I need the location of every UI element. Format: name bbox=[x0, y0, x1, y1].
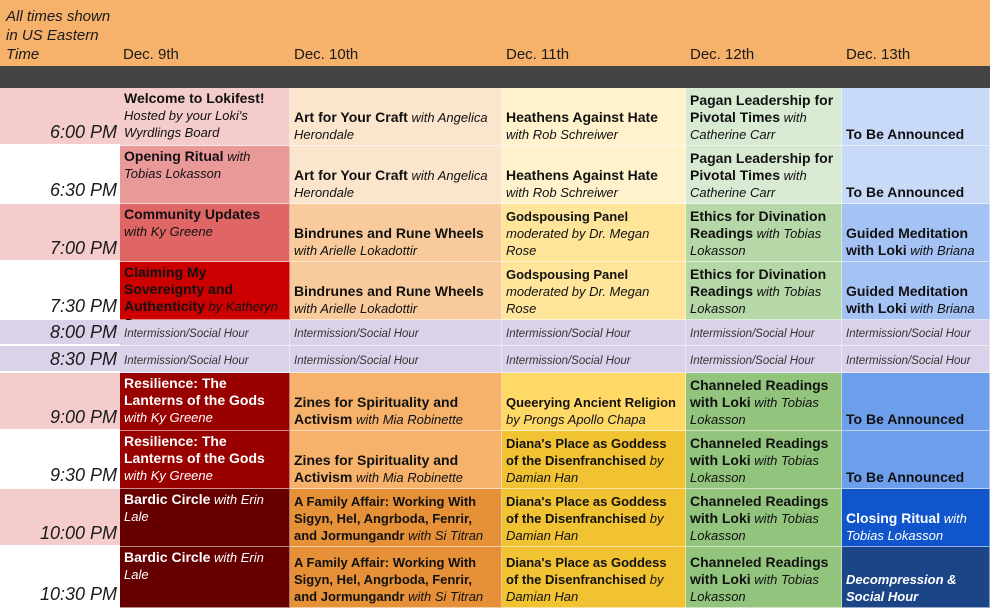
event-pagan-leadership-2[interactable]: Pagan Leadership for Pivotal Times with Catherine Carr bbox=[686, 146, 842, 204]
time-slot-730: 7:30 PM bbox=[0, 262, 120, 320]
event-bardic-circle-2[interactable]: Bardic Circle with Erin Lale bbox=[120, 547, 290, 608]
time-slot-1000: 10:00 PM bbox=[0, 489, 120, 547]
event-heathens-2[interactable]: Heathens Against Hate with Rob Schreiwer bbox=[502, 146, 686, 204]
event-art-craft-2[interactable]: Art for Your Craft with Angelica Herondale bbox=[290, 146, 502, 204]
event-resilience-2[interactable]: Resilience: The Lanterns of the Gods with Ky Greene bbox=[120, 431, 290, 489]
event-claiming-sovereignty[interactable]: Claiming My Sovereignty and Authenticity by Katheryn bbox=[120, 262, 290, 320]
event-zines-1[interactable]: Zines for Spirituality and Activism with Mia Robinette bbox=[290, 373, 502, 431]
event-bardic-circle-1[interactable]: Bardic Circle with Erin Lale bbox=[120, 489, 290, 547]
event-opening-ritual[interactable]: Opening Ritual with Tobias Lokasson bbox=[120, 146, 290, 204]
event-pagan-leadership-1[interactable]: Pagan Leadership for Pivotal Times with Catherine Carr bbox=[686, 88, 842, 146]
event-community-updates[interactable]: Community Updates with Ky Greene bbox=[120, 204, 290, 262]
event-art-craft-1[interactable]: Art for Your Craft with Angelica Herondale bbox=[290, 88, 502, 146]
intermission-dec12-830: Intermission/Social Hour bbox=[686, 346, 842, 373]
time-slot-930: 9:30 PM bbox=[0, 431, 120, 489]
event-tba-1[interactable]: To Be Announced bbox=[842, 88, 990, 146]
event-tba-3[interactable]: To Be Announced bbox=[842, 373, 990, 431]
event-dianas-place-3[interactable]: Diana's Place as Goddess of the Disenfranchised by Damian Han bbox=[502, 547, 686, 608]
intermission-dec10-800: Intermission/Social Hour bbox=[290, 320, 502, 346]
event-family-affair-2[interactable]: A Family Affair: Working With Sigyn, Hel, Angrboda, Fenrir, and Jormungandr with Si Titran bbox=[290, 547, 502, 608]
divider-band bbox=[0, 66, 990, 88]
event-ethics-divination-2[interactable]: Ethics for Divination Readings with Tobias Lokasson bbox=[686, 262, 842, 320]
event-channeled-readings-3[interactable]: Channeled Readings with Loki with Tobias Lokasson bbox=[686, 489, 842, 547]
timezone-note: All times shown in US Eastern Time bbox=[6, 8, 111, 63]
day-header-dec9: Dec. 9th bbox=[123, 46, 179, 63]
event-tba-2[interactable]: To Be Announced bbox=[842, 146, 990, 204]
event-bindrunes-2[interactable]: Bindrunes and Rune Wheels with Arielle Lokadottir bbox=[290, 262, 502, 320]
event-channeled-readings-2[interactable]: Channeled Readings with Loki with Tobias Lokasson bbox=[686, 431, 842, 489]
intermission-dec11-830: Intermission/Social Hour bbox=[502, 346, 686, 373]
time-slot-830: 8:30 PM bbox=[0, 346, 120, 373]
event-decompression[interactable]: Decompression & Social Hour bbox=[842, 547, 990, 608]
intermission-dec10-830: Intermission/Social Hour bbox=[290, 346, 502, 373]
intermission-dec9-800: Intermission/Social Hour bbox=[120, 320, 290, 346]
event-tba-4[interactable]: To Be Announced bbox=[842, 431, 990, 489]
event-heathens-1[interactable]: Heathens Against Hate with Rob Schreiwer bbox=[502, 88, 686, 146]
event-resilience-1[interactable]: Resilience: The Lanterns of the Gods with Ky Greene bbox=[120, 373, 290, 431]
event-ethics-divination-1[interactable]: Ethics for Divination Readings with Tobias Lokasson bbox=[686, 204, 842, 262]
time-slot-630: 6:30 PM bbox=[0, 146, 120, 204]
event-bindrunes-1[interactable]: Bindrunes and Rune Wheels with Arielle Lokadottir bbox=[290, 204, 502, 262]
intermission-dec9-830: Intermission/Social Hour bbox=[120, 346, 290, 373]
time-slot-1030: 10:30 PM bbox=[0, 547, 120, 608]
event-closing-ritual[interactable]: Closing Ritual with Tobias Lokasson bbox=[842, 489, 990, 547]
event-guided-meditation-1[interactable]: Guided Meditation with Loki with Briana bbox=[842, 204, 990, 262]
event-godspousing-2[interactable]: Godspousing Panel moderated by Dr. Megan Rose bbox=[502, 262, 686, 320]
event-zines-2[interactable]: Zines for Spirituality and Activism with Mia Robinette bbox=[290, 431, 502, 489]
intermission-dec13-800: Intermission/Social Hour bbox=[842, 320, 990, 346]
event-guided-meditation-2[interactable]: Guided Meditation with Loki with Briana bbox=[842, 262, 990, 320]
event-dianas-place-1[interactable]: Diana's Place as Goddess of the Disenfranchised by Damian Han bbox=[502, 431, 686, 489]
event-channeled-readings-4[interactable]: Channeled Readings with Loki with Tobias Lokasson bbox=[686, 547, 842, 608]
event-godspousing-1[interactable]: Godspousing Panel moderated by Dr. Megan Rose bbox=[502, 204, 686, 262]
event-dianas-place-2[interactable]: Diana's Place as Goddess of the Disenfranchised by Damian Han bbox=[502, 489, 686, 547]
event-channeled-readings-1[interactable]: Channeled Readings with Loki with Tobias Lokasson bbox=[686, 373, 842, 431]
intermission-dec12-800: Intermission/Social Hour bbox=[686, 320, 842, 346]
time-slot-700: 7:00 PM bbox=[0, 204, 120, 262]
time-slot-800: 8:00 PM bbox=[0, 320, 120, 346]
day-header-dec11: Dec. 11th bbox=[506, 46, 570, 63]
time-slot-600: 6:00 PM bbox=[0, 88, 120, 146]
event-queerying[interactable]: Queerying Ancient Religion by Prongs Apollo Chapa bbox=[502, 373, 686, 431]
day-header-dec12: Dec. 12th bbox=[690, 46, 755, 63]
event-family-affair-1[interactable]: A Family Affair: Working With Sigyn, Hel, Angrboda, Fenrir, and Jormungandr with Si Titran bbox=[290, 489, 502, 547]
intermission-dec11-800: Intermission/Social Hour bbox=[502, 320, 686, 346]
event-welcome[interactable]: Welcome to Lokifest! Hosted by your Loki's Wyrdlings Board bbox=[120, 88, 290, 146]
intermission-dec13-830: Intermission/Social Hour bbox=[842, 346, 990, 373]
day-header-dec13: Dec. 13th bbox=[846, 46, 911, 63]
header-bar bbox=[0, 0, 990, 66]
time-slot-900: 9:00 PM bbox=[0, 373, 120, 431]
day-header-dec10: Dec. 10th bbox=[294, 46, 359, 63]
